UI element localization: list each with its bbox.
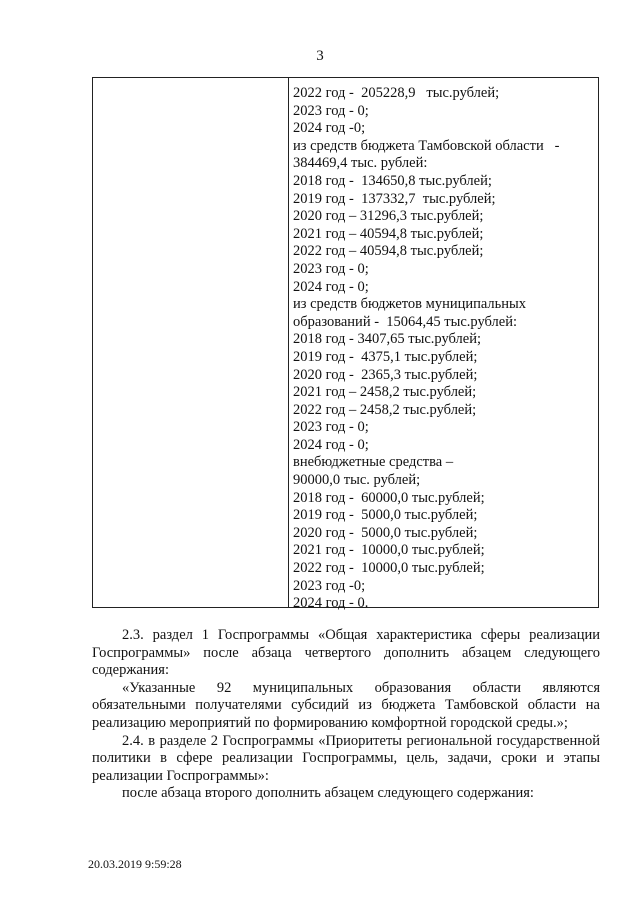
paragraph-2-4: 2.4. в разделе 2 Госпрограммы «Приоритеты региональной государственной политики в сфере реализации Госпрограммы, цель, задачи, сроки и этапы реализации Госпрограммы»: bbox=[92, 732, 600, 784]
funding-line: 2023 год - 0; bbox=[293, 419, 369, 436]
funding-line: 2023 год - 0; bbox=[293, 102, 369, 119]
funding-line: 2022 год - 10000,0 тыс.рублей; bbox=[293, 560, 485, 577]
funding-line: 2021 год – 2458,2 тыс.рублей; bbox=[293, 384, 477, 401]
paragraph-addition: после абзаца второго дополнить абзацем следующего содержания: bbox=[122, 785, 534, 802]
funding-line: 384469,4 тыс. рублей: bbox=[293, 155, 428, 172]
funding-line: 2022 год – 40594,8 тыс.рублей; bbox=[293, 243, 484, 260]
funding-line: 2021 год – 40594,8 тыс.рублей; bbox=[293, 225, 484, 242]
funding-volume-list bbox=[293, 85, 593, 613]
funding-line: из средств бюджетов муниципальных bbox=[293, 296, 527, 313]
funding-line: 2020 год – 31296,3 тыс.рублей; bbox=[293, 208, 484, 225]
funding-line: 2024 год - 0; bbox=[293, 278, 369, 295]
funding-table bbox=[92, 77, 599, 612]
funding-line: 2020 год - 5000,0 тыс.рублей; bbox=[293, 524, 478, 541]
funding-line: 2020 год - 2365,3 тыс.рублей; bbox=[293, 366, 478, 383]
table-column-divider bbox=[288, 78, 289, 607]
footer-timestamp: 20.03.2019 9:59:28 bbox=[88, 857, 182, 871]
funding-line: 2024 год - 0. bbox=[293, 595, 369, 612]
funding-line: 2018 год - 3407,65 тыс.рублей; bbox=[293, 331, 481, 348]
page-number: 3 bbox=[316, 48, 324, 64]
funding-line: 2019 год - 137332,7 тыс.рублей; bbox=[293, 190, 496, 207]
funding-line: образований - 15064,45 тыс.рублей: bbox=[293, 313, 518, 330]
funding-line: 2024 год -0; bbox=[293, 120, 366, 137]
funding-line: 2019 год - 5000,0 тыс.рублей; bbox=[293, 507, 478, 524]
funding-line: 2019 год - 4375,1 тыс.рублей; bbox=[293, 348, 478, 365]
funding-line: 2018 год - 134650,8 тыс.рублей; bbox=[293, 172, 492, 189]
funding-line: 90000,0 тыс. рублей; bbox=[293, 472, 421, 489]
funding-line: 2022 год – 2458,2 тыс.рублей; bbox=[293, 401, 477, 418]
funding-line: 2022 год - 205228,9 тыс.рублей; bbox=[293, 85, 500, 101]
funding-line: 2023 год - 0; bbox=[293, 260, 369, 277]
funding-line: внебюджетные средства – bbox=[293, 454, 454, 471]
funding-line: из средств бюджета Тамбовской области - bbox=[293, 137, 560, 154]
funding-line: 2021 год - 10000,0 тыс.рублей; bbox=[293, 542, 485, 559]
document-body bbox=[92, 627, 600, 803]
paragraph-2-3: 2.3. раздел 1 Госпрограммы «Общая характеристика сферы реализации Госпрограммы» после абзаца четвертого дополнить абзацем следующего содержания: bbox=[92, 627, 600, 679]
paragraph-quote: «Указанные 92 муниципальных образования области являются обязательными получателями субсидий из бюджета Тамбовской области на реализацию мероприятий по формированию комфортной городской среды.»; bbox=[92, 679, 600, 731]
funding-line: 2024 год - 0; bbox=[293, 436, 369, 453]
funding-line: 2018 год - 60000,0 тыс.рублей; bbox=[293, 489, 485, 506]
funding-line: 2023 год -0; bbox=[293, 577, 366, 594]
